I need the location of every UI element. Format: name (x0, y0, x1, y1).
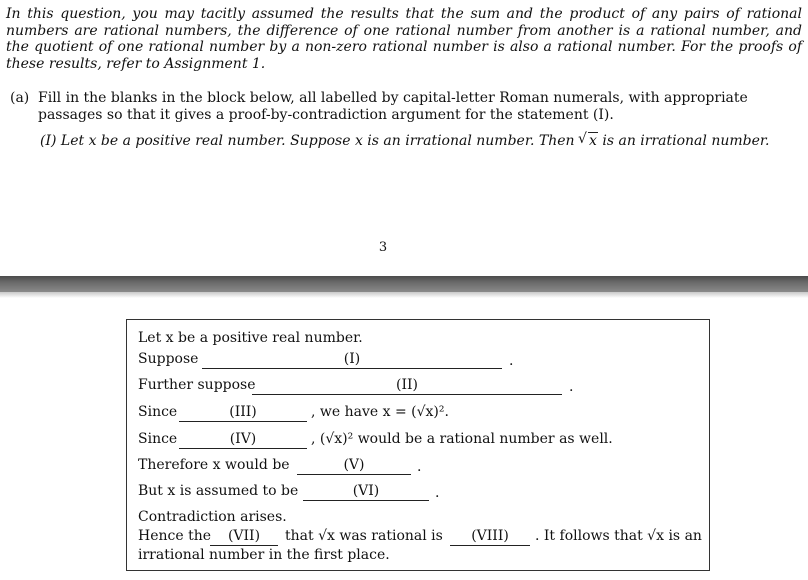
page-break-shadow (0, 292, 808, 298)
statement-I (40, 133, 800, 150)
part-a-instructions: Fill in the blanks in the block below, all labelled by capital-letter Roman numerals, with appropriate passages so that it gives a proof-by-contradiction argument for the statement (I). (38, 90, 748, 123)
blank-III[interactable]: (III) (179, 403, 307, 422)
blank-IV[interactable]: (IV) (179, 430, 307, 449)
blank-VI[interactable]: (VI) (303, 482, 429, 501)
period-3: . (417, 459, 422, 475)
period-1: . (509, 353, 514, 369)
intro-paragraph: In this question, you may tacitly assumed the results that the sum and the product of any pairs of rational numbers are rational numbers, the difference of one rational number from another is a rational number, and the quotient of one rational number by a non-zero rational number is also a rational number. For the proofs of these results, refer to Assignment 1. (6, 6, 802, 72)
sqrt-x-symbol: √ x (579, 133, 598, 150)
since-label-1: Since (138, 404, 178, 420)
last-line: irrational number in the first place. (138, 547, 390, 563)
blank-VIII[interactable]: (VIII) (450, 527, 530, 546)
statement-text-2: is an irrational number. (602, 133, 770, 149)
further-suppose-label: Further suppose (138, 377, 256, 393)
page-break-bar (0, 276, 808, 292)
blank-VII[interactable]: (VII) (210, 527, 278, 546)
statement-text-1: Let x be a positive real number. Suppose x is an irrational number. Then (60, 133, 575, 149)
blank-II[interactable]: (II) (252, 376, 562, 395)
proof-box (126, 319, 710, 571)
that-text: that √x was rational is (285, 528, 443, 544)
we-have-text: , we have x = (√x)². (311, 404, 449, 420)
but-label: But x is assumed to be (138, 483, 299, 499)
blank-I[interactable]: (I) (202, 350, 502, 369)
page-number: 3 (378, 240, 388, 255)
would-be-text: , (√x)² would be a rational number as well. (311, 431, 613, 447)
blank-V[interactable]: (V) (297, 456, 411, 475)
proof-line-1: Let x be a positive real number. (138, 330, 363, 346)
follows-text: . It follows that √x is an (535, 528, 702, 544)
statement-label: (I) (40, 133, 57, 149)
part-a (10, 90, 802, 124)
suppose-label: Suppose (138, 351, 199, 367)
hence-label: Hence the (138, 528, 212, 544)
part-a-label: (a) (10, 90, 30, 106)
since-label-2: Since (138, 431, 178, 447)
period-2: . (569, 379, 574, 395)
contradiction-text: Contradiction arises. (138, 509, 287, 525)
therefore-label: Therefore x would be (138, 457, 290, 473)
period-4: . (435, 485, 440, 501)
